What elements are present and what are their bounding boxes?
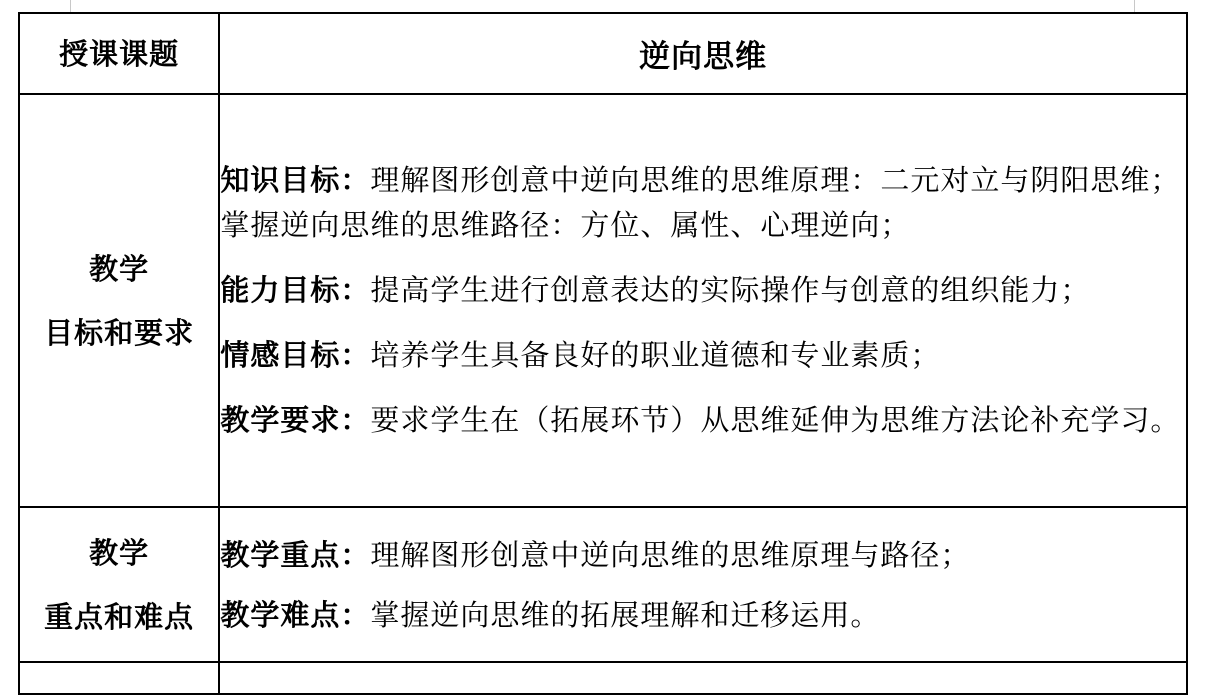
topic-value-cell	[219, 13, 1187, 94]
key-point	[220, 525, 1186, 585]
emotion-goal	[220, 333, 1186, 378]
next-row-left-cell	[19, 662, 219, 694]
keys-label-cell	[19, 507, 219, 662]
keys-row	[19, 507, 1187, 662]
teaching-requirement	[220, 398, 1186, 443]
next-row-right-cell	[219, 662, 1187, 694]
difficult-point-label: 教学难点：	[220, 597, 371, 632]
difficult-point-text: 掌握逆向思维的拓展理解和迁移运用。	[370, 597, 881, 632]
teaching-requirement-label: 教学要求：	[220, 403, 371, 437]
goals-row	[19, 94, 1187, 507]
keys-label-line2: 重点和难点	[44, 599, 195, 634]
goals-label-line2: 目标和要求	[44, 315, 195, 350]
keys-label-line1: 教学	[89, 535, 150, 570]
goals-label-line1: 教学	[89, 251, 150, 286]
key-point-text: 理解图形创意中逆向思维的思维原理与路径；	[370, 537, 971, 572]
ability-goal-label: 能力目标：	[220, 273, 371, 307]
key-point-label: 教学重点：	[220, 537, 371, 572]
topic-label-cell	[19, 13, 219, 94]
topic-label: 授课课题	[59, 36, 180, 71]
ability-goal-text: 提高学生进行创意表达的实际操作与创意的组织能力；	[370, 273, 1091, 307]
teaching-requirement-text: 要求学生在（拓展环节）从思维延伸为思维方法论补充学习。	[370, 403, 1181, 437]
knowledge-goal-label: 知识目标：	[220, 163, 371, 197]
knowledge-goal	[220, 158, 1186, 248]
lesson-plan-table	[18, 12, 1188, 695]
ability-goal	[220, 268, 1186, 313]
keys-content-cell	[219, 507, 1187, 662]
goals-content-cell	[219, 94, 1187, 507]
difficult-point	[220, 585, 1186, 645]
topic-row	[19, 13, 1187, 94]
next-row	[19, 662, 1187, 694]
crop-mark-right	[1134, 0, 1135, 12]
knowledge-goal-text: 理解图形创意中逆向思维的思维原理：二元对立与阴阳思维；掌握逆向思维的思维路径：方位、属性、心理逆向；	[220, 163, 1181, 242]
emotion-goal-text: 培养学生具备良好的职业道德和专业素质；	[370, 338, 941, 372]
goals-label-cell	[19, 94, 219, 507]
topic-value: 逆向思维	[639, 39, 768, 75]
crop-mark-left	[70, 0, 71, 12]
emotion-goal-label: 情感目标：	[220, 338, 371, 372]
